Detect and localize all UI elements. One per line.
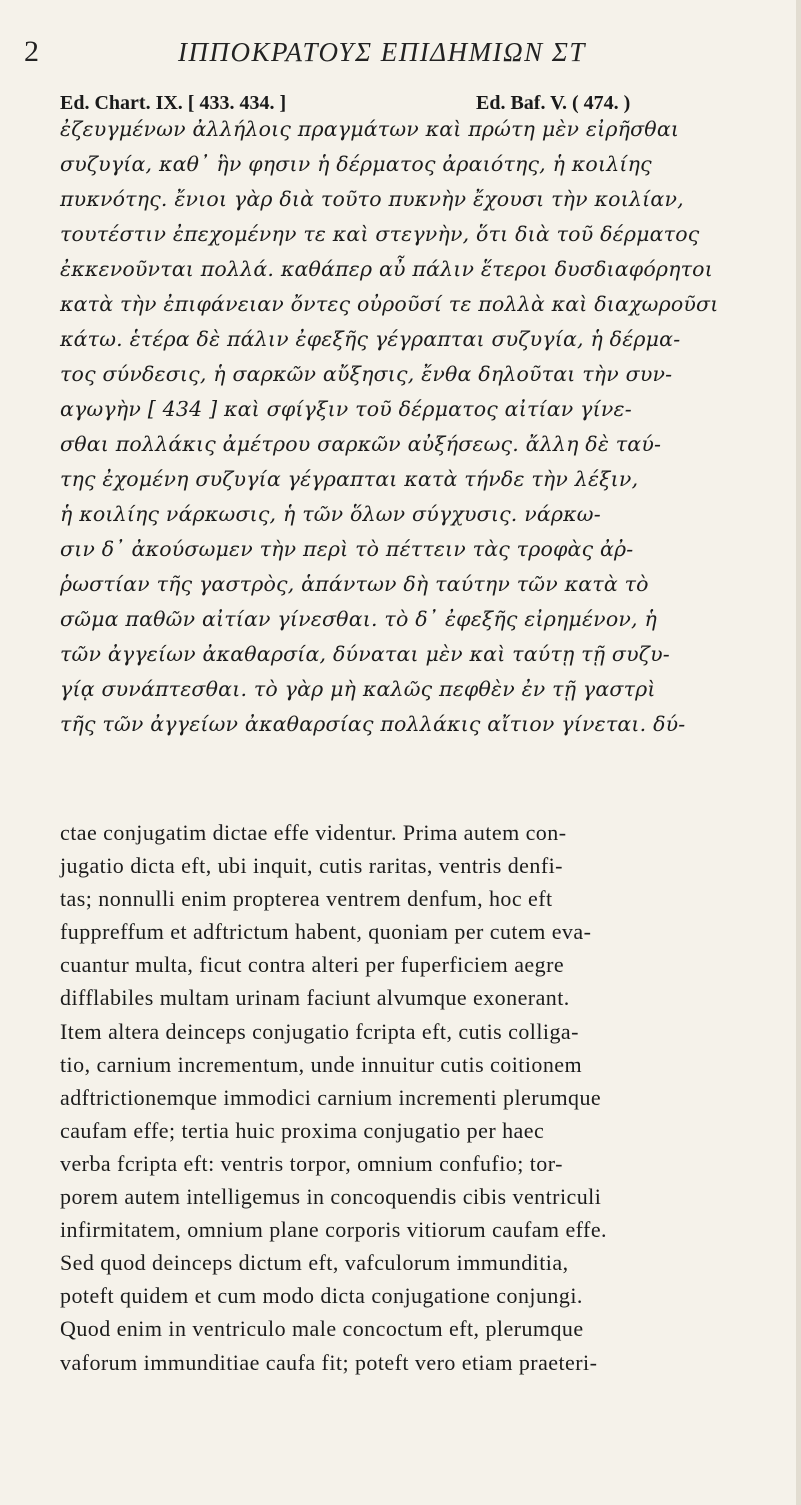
latin-line: poteft quidem et cum modo dicta conjugatione conjungi. <box>60 1283 583 1309</box>
greek-line: τῶν ἀγγείων ἀκαθαρσία, δύναται μὲν καὶ ταύτῃ τῇ συζυ- <box>60 642 670 666</box>
latin-line: Quod enim in ventriculo male concoctum eft, plerumque <box>60 1316 584 1342</box>
greek-line: ἐζευγμένων ἀλλήλοις πραγμάτων καὶ πρώτη μὲν εἰρῆσθαι <box>60 117 680 141</box>
greek-line: πυκνότης. ἔνιοι γὰρ διὰ τοῦτο πυκνὴν ἔχουσι τὴν κοιλίαν, <box>60 187 684 211</box>
latin-line: Sed quod deinceps dictum eft, vafculorum immunditia, <box>60 1250 569 1276</box>
latin-line: jugatio dicta eft, ubi inquit, cutis raritas, ventris denfi- <box>60 853 563 879</box>
page-edge-shadow <box>796 0 801 1505</box>
latin-line: vaforum immunditiae caufa fit; poteft vero etiam praeteri- <box>60 1349 598 1375</box>
latin-line: caufam effe; tertia huic proxima conjugatio per haec <box>60 1117 545 1143</box>
latin-line: ctae conjugatim dictae effe videntur. Prima autem con- <box>60 820 567 845</box>
latin-line: porem autem intelligemus in concoquendis cibis ventriculi <box>60 1184 602 1210</box>
latin-line: adftrictionemque immodici carnium incrementi plerumque <box>60 1084 602 1110</box>
greek-line: τουτέστιν ἐπεχομένην τε καὶ στεγνὴν, ὅτι διὰ τοῦ δέρματος <box>60 222 700 246</box>
page-number: 2 <box>24 35 39 68</box>
greek-line: ῥωστίαν τῆς γαστρὸς, ἁπάντων δὴ ταύτην τῶν κατὰ τὸ <box>60 572 649 596</box>
latin-line: tio, carnium incrementum, unde innuitur cutis coitionem <box>60 1051 583 1077</box>
greek-line: ἐκκενοῦνται πολλά. καθάπερ αὖ πάλιν ἕτεροι δυσδιαφόρητοι <box>60 257 713 281</box>
greek-line: γίᾳ συνάπτεσθαι. τὸ γὰρ μὴ καλῶς πεφθὲν ἐν τῇ γαστρὶ <box>60 677 656 701</box>
greek-line: της ἐχομένη συζυγία γέγραπται κατὰ τήνδε τὴν λέξιν, <box>60 467 639 491</box>
latin-line: verba fcripta eft: ventris torpor, omnium confufio; tor- <box>60 1150 563 1176</box>
running-title: ΙΠΠΟΚΡΑΤΟΥΣ ΕΠΙΔΗΜΙΩΝ ΣΤ <box>178 37 586 67</box>
running-head <box>0 18 801 68</box>
edition-basel-ref: Ed. Baf. V. ( 474. ) <box>476 92 631 114</box>
latin-line: tas; nonnulli enim propterea ventrem denfum, hoc eft <box>60 886 553 912</box>
greek-line: αγωγὴν [ 434 ] καὶ σφίγξιν τοῦ δέρματος αἰτίαν γίνε- <box>60 397 632 421</box>
latin-line: Item altera deinceps conjugatio fcripta eft, cutis colliga- <box>60 1018 579 1044</box>
greek-line: τος σύνδεσις, ἡ σαρκῶν αὔξησις, ἔνθα δηλοῦται τὴν συν- <box>60 362 673 386</box>
latin-line: fuppreffum et adftrictum habent, quoniam per cutem eva- <box>60 919 592 945</box>
greek-line: κάτω. ἑτέρα δὲ πάλιν ἐφεξῆς γέγραπται συζυγία, ἡ δέρμα- <box>60 327 681 351</box>
latin-line: infirmitatem, omnium plane corporis vitiorum caufam effe. <box>60 1217 607 1243</box>
greek-line: τῆς τῶν ἀγγείων ἀκαθαρσίας πολλάκις αἴτιον γίνεται. δύ- <box>60 712 686 736</box>
greek-line: ἡ κοιλίης νάρκωσις, ἡ τῶν ὅλων σύγχυσις. νάρκω- <box>60 502 601 526</box>
greek-line: σῶμα παθῶν αἰτίαν γίνεσθαι. τὸ δ᾽ ἐφεξῆς εἰρημένον, ἡ <box>60 607 657 631</box>
latin-text-block <box>60 816 775 1379</box>
greek-line: σιν δ᾽ ἀκούσωμεν τὴν περὶ τὸ πέττειν τὰς τροφὰς ἀῤ- <box>60 537 634 561</box>
greek-line: σθαι πολλάκις ἀμέτρου σαρκῶν αὐξήσεως. ἄλλη δὲ ταύ- <box>60 432 662 456</box>
latin-line: cuantur multa, ficut contra alteri per fuperficiem aegre <box>60 952 565 978</box>
edition-chartier-ref: Ed. Chart. IX. [ 433. 434. ] <box>60 92 287 114</box>
latin-line: difflabiles multam urinam faciunt alvumque exonerant. <box>60 985 570 1011</box>
greek-line: κατὰ τὴν ἐπιφάνειαν ὄντες οὐροῦσί τε πολλὰ καὶ διαχωροῦσι <box>60 292 719 316</box>
greek-text-block <box>60 112 772 742</box>
greek-line: συζυγία, καθ᾽ ἣν φησιν ἡ δέρματος ἀραιότης, ἡ κοιλίης <box>60 152 652 176</box>
